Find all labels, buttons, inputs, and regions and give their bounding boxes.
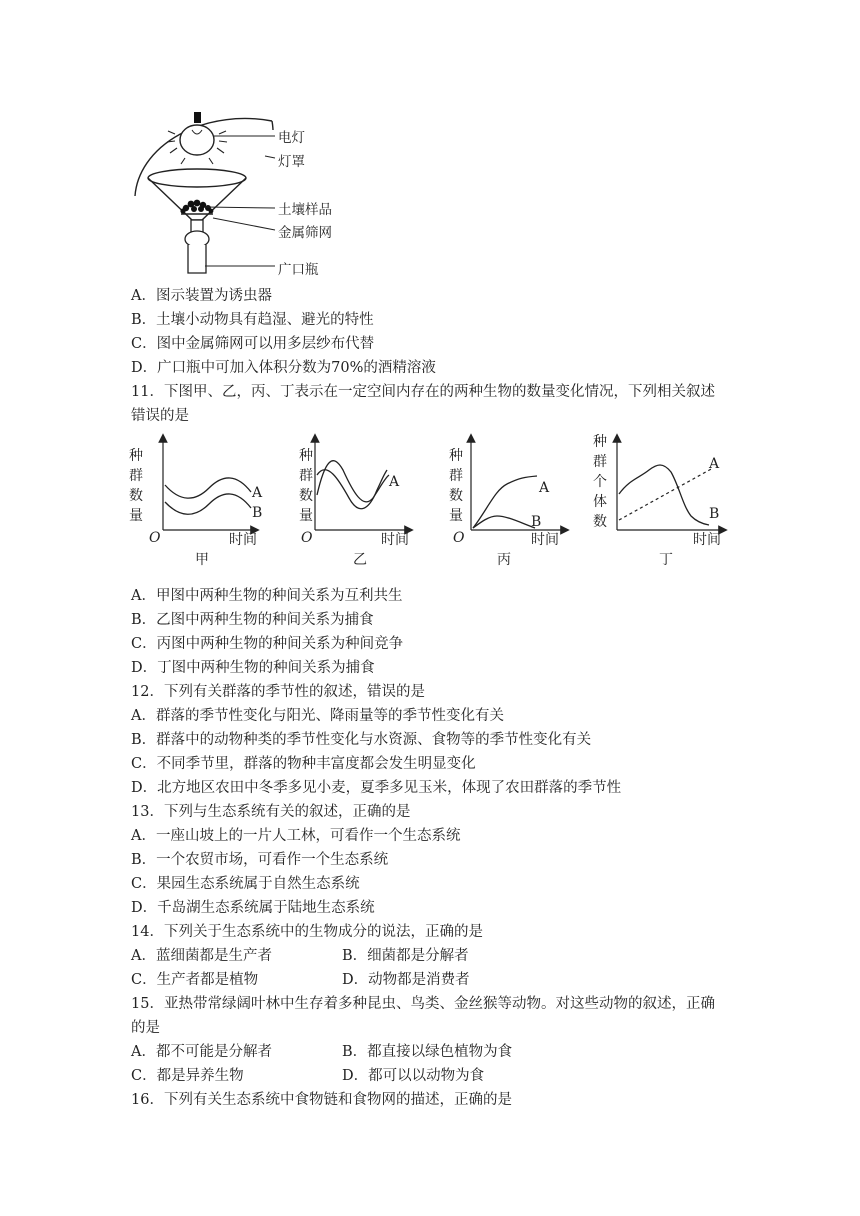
- graph-yi-series-a: A: [389, 474, 400, 490]
- q10-option-b: B．土壤小动物具有趋湿、避光的特性: [131, 312, 374, 328]
- q12-option-b: B．群落中的动物种类的季节性变化与水资源、食物等的季节性变化有关: [131, 732, 592, 748]
- graph-jia-ylabel-1: 种: [129, 448, 143, 464]
- graph-bing-caption: 丙: [497, 552, 511, 568]
- q15-option-d: D．都可以以动物为食: [342, 1068, 485, 1084]
- graph-jia-ylabel-4: 量: [129, 508, 143, 524]
- wide-mouth-jar: [188, 245, 206, 273]
- label-jar: 广口瓶: [278, 262, 319, 278]
- graph-ding-ylabel-4: 体: [593, 494, 607, 510]
- apparatus-diagram: [125, 108, 375, 278]
- label-lampshade: 灯罩: [278, 154, 305, 170]
- graph-yi-ylabel-2: 群: [299, 468, 313, 484]
- graph-yi-ylabel-3: 数: [299, 488, 313, 504]
- graph-jia-xlabel: 时间: [229, 532, 257, 548]
- graph-bing-origin: O: [453, 530, 465, 546]
- funnel-rim: [148, 169, 246, 187]
- q15-stem-line1: 15．亚热带常绿阔叶林中生存着多种昆虫、鸟类、金丝猴等动物。对这些动物的叙述，正确: [131, 996, 715, 1012]
- graph-bing-ylabel-1: 种: [449, 448, 463, 464]
- graph-jia-curve-b: [165, 494, 251, 514]
- q11-option-c: C．丙图中两种生物的种间关系为种间竞争: [131, 636, 404, 652]
- graph-yi-caption: 乙: [353, 552, 367, 568]
- lamp-cap: [194, 112, 201, 123]
- graph-ding-curve-a: [619, 468, 713, 520]
- graph-ding-series-b: B: [709, 506, 720, 522]
- graph-yi-ylabel-4: 量: [299, 508, 313, 524]
- graph-yi-xlabel: 时间: [381, 532, 409, 548]
- q12-stem: 12．下列有关群落的季节性的叙述，错误的是: [131, 684, 425, 700]
- graph-yi-origin: O: [301, 530, 313, 546]
- q12-option-a: A．群落的季节性变化与阳光、降雨量等的季节性变化有关: [131, 708, 504, 724]
- graph-ding-ylabel-3: 个: [593, 474, 607, 490]
- graph-bing-xlabel: 时间: [531, 532, 559, 548]
- q11-stem-line1: 11．下图甲、乙，丙、丁表示在一定空间内存在的两种生物的数量变化情况，下列相关叙述: [131, 384, 715, 400]
- graph-yi: [299, 438, 409, 568]
- q14-stem: 14．下列关于生态系统中的生物成分的说法，正确的是: [131, 924, 483, 940]
- graph-jia-series-b: B: [252, 505, 263, 521]
- q14-option-a: A．蓝细菌都是生产者: [131, 948, 272, 964]
- graph-yi-curve-a: [317, 461, 389, 502]
- graph-bing-series-a: A: [539, 480, 550, 496]
- graph-ding-ylabel-1: 种: [593, 434, 607, 450]
- q13-option-b: B．一个农贸市场，可看作一个生态系统: [131, 852, 389, 868]
- graph-bing-ylabel-3: 数: [449, 488, 463, 504]
- graph-ding-curve-b: [619, 465, 709, 525]
- q15-option-a: A．都不可能是分解者: [131, 1044, 272, 1060]
- q12-option-c: C．不同季节里，群落的物种丰富度都会发生明显变化: [131, 756, 476, 772]
- q12-option-d: D．北方地区农田中冬季多见小麦，夏季多见玉米，体现了农田群落的季节性: [131, 780, 622, 796]
- lamp-bulb: [180, 125, 214, 155]
- q13-option-d: D．千岛湖生态系统属于陆地生态系统: [131, 900, 375, 916]
- q11-option-b: B．乙图中两种生物的种间关系为捕食: [131, 612, 374, 628]
- graph-ding-ylabel-5: 数: [593, 514, 607, 530]
- graph-jia-ylabel-2: 群: [129, 468, 143, 484]
- graph-bing-curve-b: [473, 516, 535, 528]
- q13-option-c: C．果园生态系统属于自然生态系统: [131, 876, 360, 892]
- q15-option-c: C．都是异养生物: [131, 1068, 244, 1084]
- q14-option-c: C．生产者都是植物: [131, 972, 259, 988]
- graph-bing-curve-a: [473, 476, 537, 528]
- label-soil-sample: 土壤样品: [278, 202, 332, 218]
- q11-option-d: D．丁图中两种生物的种间关系为捕食: [131, 660, 375, 676]
- graph-jia: [129, 438, 263, 568]
- graph-yi-curve-b: [317, 470, 387, 509]
- graph-ding-series-a: A: [709, 456, 720, 472]
- q15-stem-line2: 的是: [131, 1020, 160, 1036]
- label-metal-mesh: 金属筛网: [278, 225, 332, 241]
- graph-ding: [593, 434, 723, 568]
- graph-jia-curve-a: [165, 478, 251, 498]
- q10-option-c: C．图中金属筛网可以用多层纱布代替: [131, 336, 375, 352]
- q13-stem: 13．下列与生态系统有关的叙述，正确的是: [131, 804, 411, 820]
- q10-option-a: A．图示装置为诱虫器: [131, 288, 272, 304]
- graph-bing-series-b: B: [531, 514, 542, 530]
- graph-yi-ylabel-1: 种: [299, 448, 313, 464]
- q14-option-b: B．细菌都是分解者: [342, 948, 469, 964]
- graph-jia-ylabel-3: 数: [129, 488, 143, 504]
- q11-option-a: A．甲图中两种生物的种间关系为互利共生: [131, 588, 403, 604]
- graph-bing-ylabel-4: 量: [449, 508, 463, 524]
- q13-option-a: A．一座山坡上的一片人工林，可看作一个生态系统: [131, 828, 461, 844]
- q10-option-d: D．广口瓶中可加入体积分数为70%的酒精溶液: [131, 360, 436, 376]
- q15-option-b: B．都直接以绿色植物为食: [342, 1044, 513, 1060]
- q11-stem-line2: 错误的是: [131, 408, 189, 424]
- graph-ding-xlabel: 时间: [693, 532, 721, 548]
- graph-bing-ylabel-2: 群: [449, 468, 463, 484]
- graph-bing: [449, 438, 565, 568]
- graph-jia-origin: O: [149, 530, 161, 546]
- graph-ding-ylabel-2: 群: [593, 454, 607, 470]
- graph-ding-caption: 丁: [659, 552, 673, 568]
- q16-stem: 16．下列有关生态系统中食物链和食物网的描述，正确的是: [131, 1092, 512, 1108]
- graph-jia-caption: 甲: [195, 552, 209, 568]
- q11-graphs: [125, 430, 745, 580]
- label-lamp: 电灯: [278, 130, 305, 146]
- graph-jia-series-a: A: [252, 485, 263, 501]
- q14-option-d: D．动物都是消费者: [342, 972, 470, 988]
